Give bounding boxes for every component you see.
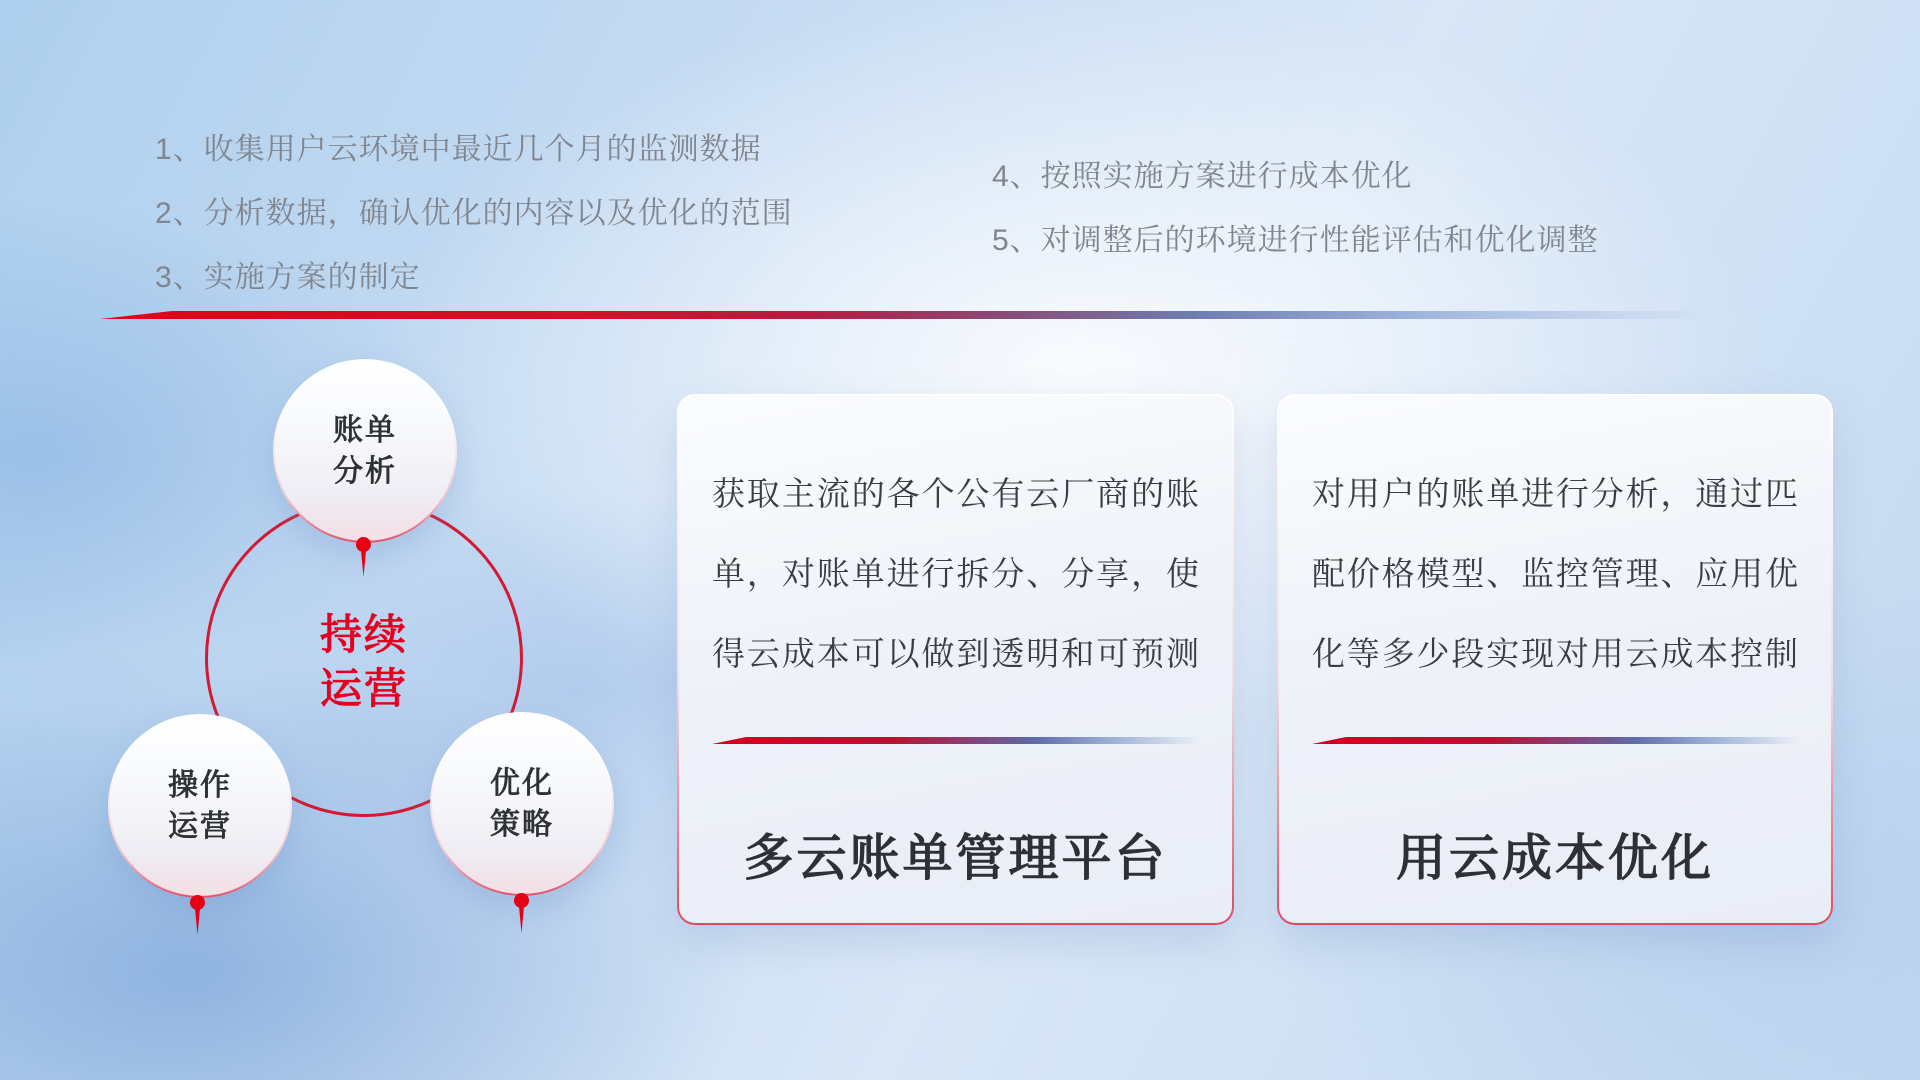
connector-dot-right — [514, 893, 529, 908]
node-bill-analysis-line1: 账单 — [333, 414, 397, 447]
step-item-3: 3、实施方案的制定 — [155, 261, 421, 294]
card-cost-optimization-body — [1312, 454, 1798, 694]
cycle-center-line2: 运营 — [319, 665, 408, 712]
step-item-5: 5、对调整后的环境进行性能评估和优化调整 — [992, 224, 1599, 257]
node-optimization-strategy-line2: 策略 — [490, 808, 554, 841]
connector-dot-left — [190, 895, 205, 910]
card-cost-optimization-title: 用云成本优化 — [1396, 830, 1714, 886]
card-cost-optimization-inner — [1279, 396, 1831, 923]
connector-dot-top — [356, 537, 371, 552]
cycle-center-line1: 持续 — [319, 611, 408, 658]
steps-list-right — [992, 145, 1599, 273]
node-bill-analysis — [273, 359, 457, 543]
step-item-2: 2、分析数据，确认优化的内容以及优化的范围 — [155, 197, 793, 230]
card-body-line: 化等多少段实现对用云成本控制 — [1312, 635, 1798, 672]
cycle-center-label — [264, 608, 464, 716]
card-cost-optimization — [1277, 394, 1833, 925]
main-divider-line — [100, 311, 1705, 319]
card-multicloud-billing — [677, 394, 1234, 925]
step-item-1: 1、收集用户云环境中最近几个月的监测数据 — [155, 133, 762, 166]
node-operation-line2: 运营 — [168, 810, 232, 843]
card-multicloud-billing-body — [712, 454, 1199, 694]
card-multicloud-billing-inner — [679, 396, 1232, 923]
card-divider-line — [712, 737, 1199, 744]
steps-list-left — [155, 118, 793, 310]
card-body-line: 单，对账单进行拆分、分享，使 — [712, 555, 1199, 592]
node-optimization-strategy — [430, 712, 614, 896]
node-operation-line1: 操作 — [168, 769, 232, 802]
card-body-line: 得云成本可以做到透明和可预测 — [712, 635, 1199, 672]
node-optimization-strategy-line1: 优化 — [490, 767, 554, 800]
connector-tail-left — [194, 909, 201, 935]
node-operation-label — [110, 716, 290, 896]
card-body-line: 对用户的账单进行分析，通过匹 — [1312, 475, 1798, 512]
node-bill-analysis-label — [275, 361, 455, 541]
card-divider-line — [1312, 737, 1798, 744]
card-body-line: 获取主流的各个公有云厂商的账 — [712, 475, 1199, 512]
step-item-4: 4、按照实施方案进行成本优化 — [992, 160, 1413, 193]
node-optimization-strategy-label — [432, 714, 612, 894]
card-body-line: 配价格模型、监控管理、应用优 — [1312, 555, 1798, 592]
node-operation — [108, 714, 292, 898]
card-multicloud-billing-title: 多云账单管理平台 — [743, 830, 1168, 886]
connector-tail-right — [518, 907, 525, 933]
node-bill-analysis-line2: 分析 — [333, 455, 397, 488]
